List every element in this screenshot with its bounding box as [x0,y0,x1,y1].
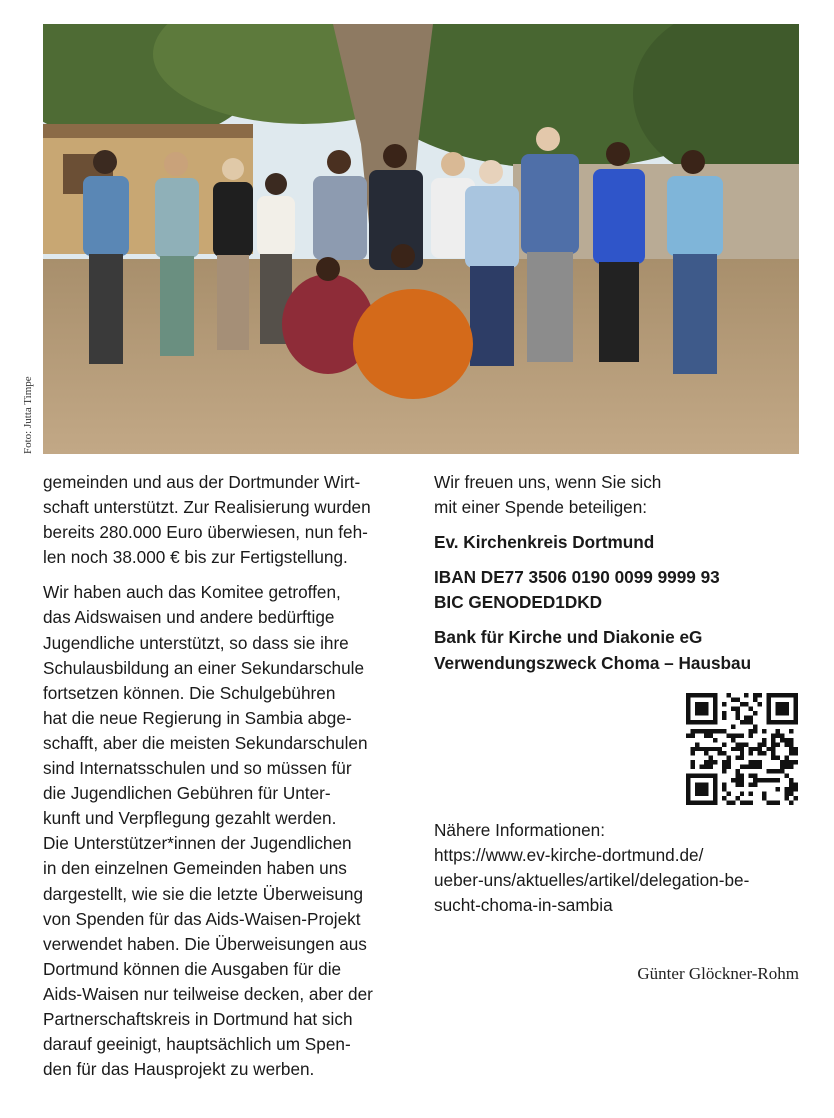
text-line: Die Unterstützer*innen der Jugendlichen [43,833,352,854]
text-line: kunft und Verpflegung gezahlt werden. [43,808,337,829]
text-line: den für das Hausprojekt zu werben. [43,1059,315,1080]
text-line: sind Internatsschulen und so müssen für [43,758,352,779]
text-line: in den einzelnen Gemeinden haben uns [43,858,347,879]
qr-code-icon[interactable] [686,693,798,805]
text-line: von Spenden für das Aids-Waisen-Projekt [43,908,361,929]
text-line: Jugendliche unterstützt, so dass sie ihre [43,632,349,653]
text-line: die Jugendlichen Gebühren für Unter- [43,783,331,804]
bank-name: Bank für Kirche und Diakonie eG [434,627,703,648]
bic: BIC GENODED1DKD [434,592,603,613]
donation-column [434,470,804,686]
info-url-line[interactable]: https://www.ev-kirche-dortmund.de/ [434,845,704,866]
recipient-block [434,530,804,555]
text-line: das Aidswaisen und andere bedürftige [43,607,335,628]
group-photo [43,24,799,454]
text-line: mit einer Spende beteiligen: [434,497,648,518]
recipient-name: Ev. Kirchenkreis Dortmund [434,532,655,553]
bank-details-block [434,625,804,675]
text-line: Aids-Waisen nur teilweise decken, aber der [43,983,373,1004]
text-line: schafft, aber die meisten Sekundarschulen [43,732,368,753]
text-line: dargestellt, wie sie die letzte Überweisung [43,883,364,904]
text-line: len noch 38.000 € bis zur Fertigstellung. [43,547,348,568]
more-info-block [434,818,804,918]
text-line: gemeinden und aus der Dortmunder Wirt- [43,472,361,492]
text-line: Schulausbildung an einer Sekundarschule [43,657,365,678]
text-line: verwendet haben. Die Überweisungen aus [43,933,367,954]
text-line: bereits 280.000 Euro überwiesen, nun feh- [43,522,368,543]
article-left-column [43,470,411,1092]
iban: IBAN DE77 3506 0190 0099 9999 93 [434,567,720,588]
info-url-line[interactable]: sucht-choma-in-sambia [434,895,613,916]
qr-code-graphic [686,693,798,805]
text-line: Partnerschaftskreis in Dortmund hat sich [43,1008,353,1029]
group-photo-under-tree-icon [43,24,799,454]
donation-intro [434,470,804,520]
text-line: darauf geeinigt, hauptsächlich um Spen- [43,1034,351,1055]
info-label: Nähere Informationen: [434,820,606,840]
text-line: Wir freuen uns, wenn Sie sich [434,472,662,492]
text-line: Wir haben auch das Komitee getroffen, [43,582,341,603]
paragraph-1 [43,470,411,570]
photo-credit: Foto: Jutta Timpe [22,376,34,454]
author-signature: Günter Glöckner-Rohm [637,964,799,983]
payment-purpose: Verwendungszweck Choma – Hausbau [434,652,752,673]
bank-codes-block [434,565,804,615]
paragraph-2 [43,580,411,1082]
text-line: Dortmund können die Ausgaben für die [43,958,342,979]
info-url-line[interactable]: ueber-uns/aktuelles/artikel/delegation-be- [434,870,750,891]
text-line: hat die neue Regierung in Sambia abge- [43,707,352,728]
text-line: schaft unterstützt. Zur Realisierung wurden [43,497,371,518]
text-line: fortsetzen können. Die Schulgebühren [43,682,336,703]
